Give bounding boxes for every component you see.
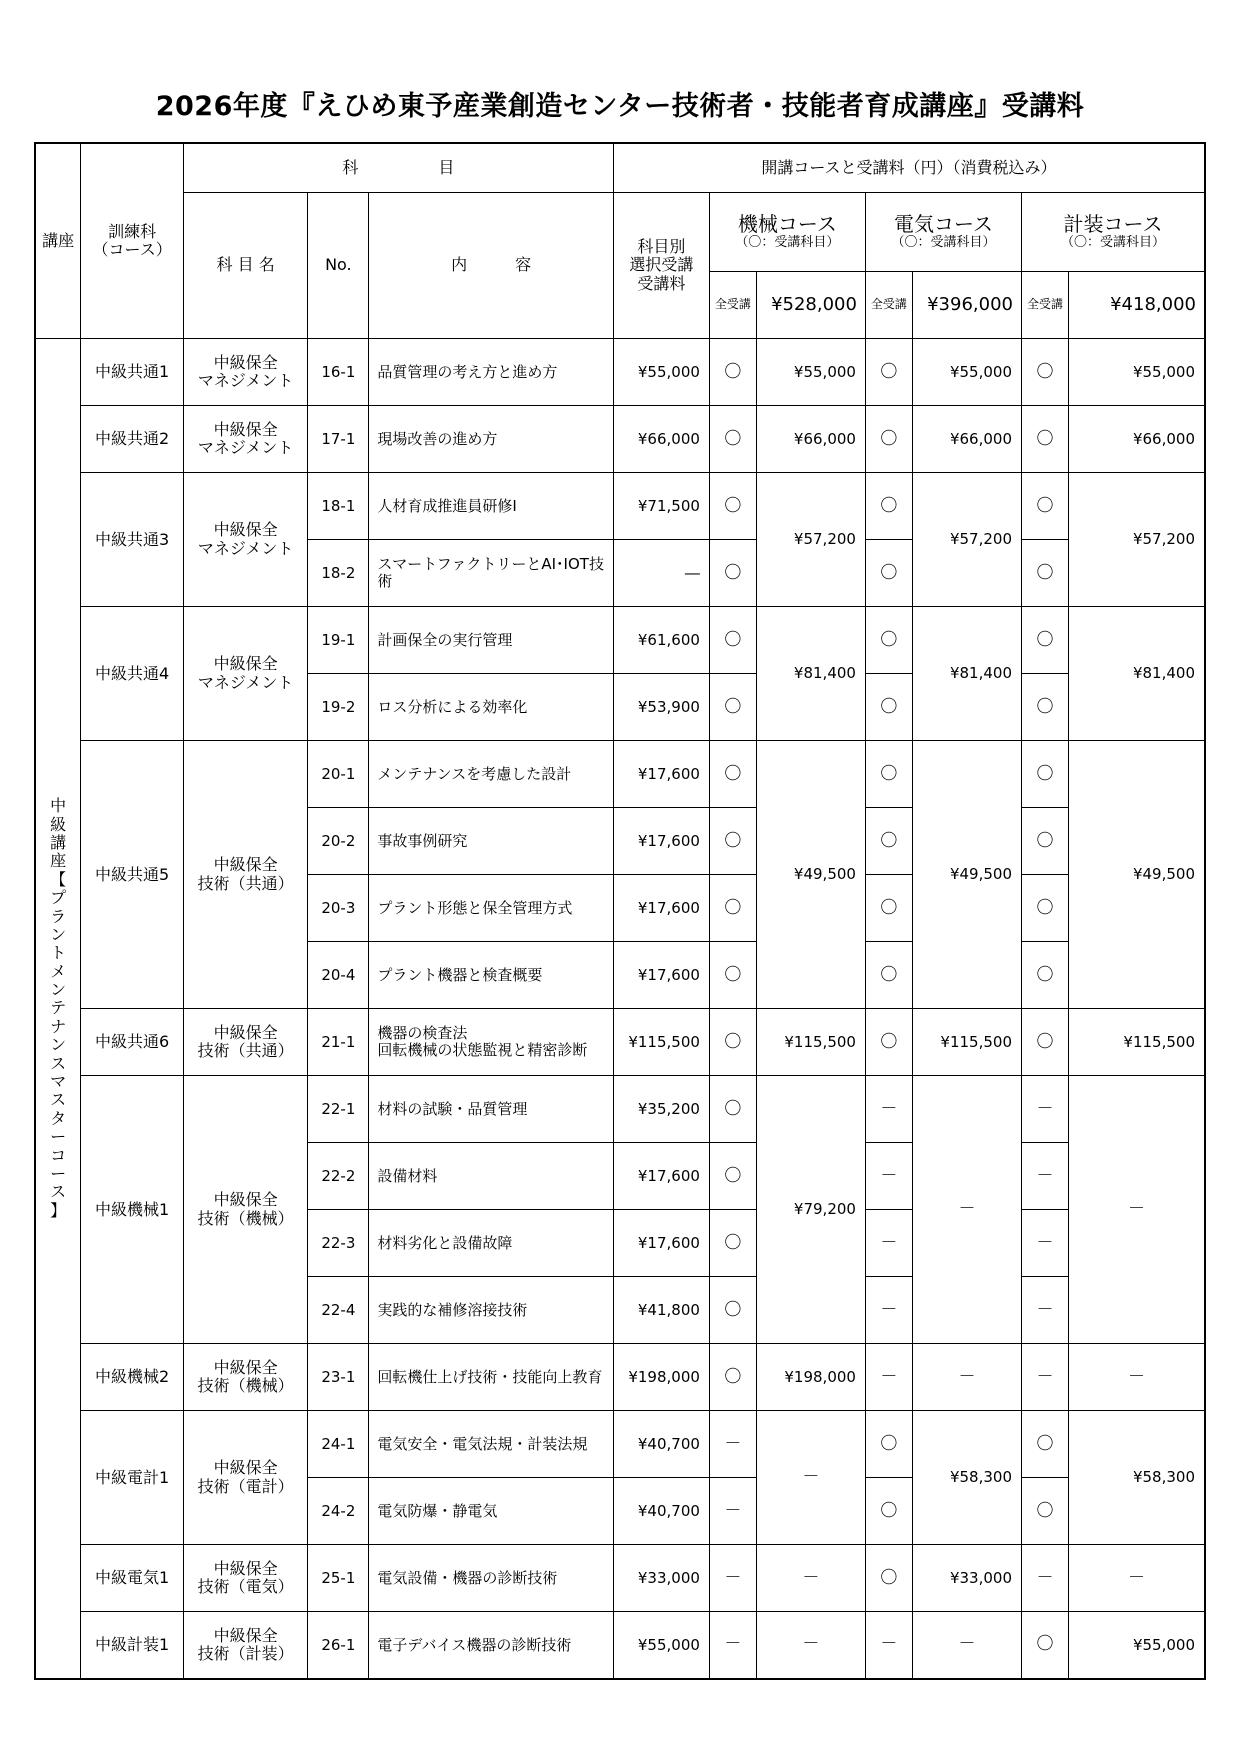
- subject-name-line: マネジメント: [197, 438, 294, 458]
- section-label-char: ス: [50, 1182, 67, 1202]
- mark-kikai: 〇: [709, 1277, 756, 1344]
- mark-kikai: 〇: [709, 607, 756, 674]
- subject-no: 21-1: [308, 1009, 369, 1076]
- course-keisou-note: （〇：受講科目）: [1060, 235, 1165, 251]
- subject-content: 材料の試験・品質管理: [369, 1076, 613, 1143]
- subject-price: ¥17,600: [613, 741, 709, 808]
- subject-content: 電気防爆・静電気: [369, 1478, 613, 1545]
- table-row: [35, 339, 1205, 406]
- fee-table-body: [35, 143, 1205, 1679]
- header-sentaku-2: 選択受講: [629, 255, 694, 275]
- section-label-char: タ: [50, 1108, 67, 1128]
- subject-no: 22-3: [308, 1210, 369, 1277]
- fee-table: [34, 142, 1206, 1680]
- subject-name: [183, 1612, 307, 1679]
- subject-name: [183, 741, 307, 1009]
- section-label-char: 講: [50, 832, 67, 852]
- subject-content: 事故事例研究: [369, 808, 613, 875]
- table-row: [35, 1076, 1205, 1143]
- table-row: [35, 1009, 1205, 1076]
- subject-content: 人材育成推進員研修Ⅰ: [369, 473, 613, 540]
- subject-name: [183, 473, 307, 607]
- header-sentaku-1: 科目別: [637, 237, 686, 257]
- header-kamoku: 科 目: [183, 143, 613, 193]
- fee-kikai: －: [756, 1612, 865, 1679]
- subject-name: [183, 406, 307, 473]
- fee-denki: ¥58,300: [912, 1411, 1021, 1545]
- subject-price: ¥40,700: [613, 1478, 709, 1545]
- fee-denki: ¥57,200: [912, 473, 1021, 607]
- subject-content: 品質管理の考え方と進め方: [369, 339, 613, 406]
- fee-denki: ¥33,000: [912, 1545, 1021, 1612]
- course-kikai-note: （〇：受講科目）: [735, 235, 840, 251]
- mark-kikai: 〇: [709, 1076, 756, 1143]
- mark-kikai: 〇: [709, 1009, 756, 1076]
- section-label-char: ラ: [50, 906, 67, 926]
- mark-denki: 〇: [865, 1545, 912, 1612]
- table-row: [35, 1344, 1205, 1411]
- section-label: [35, 339, 81, 1679]
- header-kamoku-name: 科 目 名: [183, 193, 307, 339]
- mark-keisou: 〇: [1022, 1009, 1069, 1076]
- training-name: 中級共通1: [81, 339, 184, 406]
- all-label-keisou: 全受講: [1022, 272, 1069, 339]
- subject-content: 計画保全の実行管理: [369, 607, 613, 674]
- subject-name: [183, 1076, 307, 1344]
- mark-denki: 〇: [865, 808, 912, 875]
- mark-denki: －: [865, 1143, 912, 1210]
- training-name: 中級共通6: [81, 1009, 184, 1076]
- subject-name-line: 中級保全: [213, 855, 278, 875]
- mark-denki: 〇: [865, 1009, 912, 1076]
- section-label-char: ン: [50, 924, 67, 944]
- subject-no: 24-1: [308, 1411, 369, 1478]
- table-row: [35, 741, 1205, 808]
- header-kunren-label: 訓練科: [108, 221, 157, 241]
- section-label-char: ナ: [50, 1016, 67, 1036]
- mark-keisou: 〇: [1022, 339, 1069, 406]
- header-row-1: [35, 143, 1205, 193]
- fee-keisou: －: [1068, 1344, 1205, 1411]
- header-naiyou: 内 容: [369, 193, 613, 339]
- section-label-char: 座: [50, 851, 67, 871]
- training-name: 中級共通2: [81, 406, 184, 473]
- course-keisou-name: 計装コース: [1063, 212, 1163, 237]
- fee-denki: ¥81,400: [912, 607, 1021, 741]
- mark-denki: 〇: [865, 875, 912, 942]
- subject-price: ¥17,600: [613, 942, 709, 1009]
- subject-name-line: 中級保全: [213, 352, 278, 372]
- section-label-char: ー: [50, 1164, 67, 1183]
- mark-keisou: 〇: [1022, 875, 1069, 942]
- mark-keisou: 〇: [1022, 942, 1069, 1009]
- subject-price: ¥17,600: [613, 875, 709, 942]
- fee-keisou: ¥58,300: [1068, 1411, 1205, 1545]
- section-label-char: 級: [50, 814, 67, 834]
- fee-kikai: ¥115,500: [756, 1009, 865, 1076]
- subject-price: ¥198,000: [613, 1344, 709, 1411]
- subject-content: 現場改善の進め方: [369, 406, 613, 473]
- mark-denki: －: [865, 1210, 912, 1277]
- subject-no: 26-1: [308, 1612, 369, 1679]
- fee-kikai: ¥198,000: [756, 1344, 865, 1411]
- table-row: [35, 607, 1205, 674]
- mark-denki: 〇: [865, 607, 912, 674]
- mark-keisou: 〇: [1022, 473, 1069, 540]
- mark-kikai: －: [709, 1478, 756, 1545]
- training-name: 中級共通5: [81, 741, 184, 1009]
- training-name: 中級共通4: [81, 607, 184, 741]
- mark-kikai: 〇: [709, 1143, 756, 1210]
- header-kaikou: 開講コースと受講料（円）（消費税込み）: [613, 143, 1205, 193]
- all-label-denki: 全受講: [865, 272, 912, 339]
- fee-keisou: ¥115,500: [1068, 1009, 1205, 1076]
- fee-kikai: ¥49,500: [756, 741, 865, 1009]
- subject-no: 23-1: [308, 1344, 369, 1411]
- fee-kikai: ¥66,000: [756, 406, 865, 473]
- mark-kikai: 〇: [709, 1344, 756, 1411]
- mark-keisou: 〇: [1022, 1478, 1069, 1545]
- fee-keisou: ¥55,000: [1068, 1612, 1205, 1679]
- subject-content: 回転機仕上げ技術・技能向上教育: [369, 1344, 613, 1411]
- total-kikai: ¥528,000: [756, 272, 865, 339]
- mark-denki: 〇: [865, 339, 912, 406]
- subject-no: 20-3: [308, 875, 369, 942]
- section-label-char: テ: [50, 998, 67, 1018]
- fee-kikai: ¥79,200: [756, 1076, 865, 1344]
- mark-keisou: 〇: [1022, 406, 1069, 473]
- mark-keisou: －: [1022, 1210, 1069, 1277]
- subject-content-line: 回転機械の状態監視と精密診断: [377, 1041, 588, 1060]
- section-label-char: マ: [50, 1072, 67, 1092]
- mark-keisou: －: [1022, 1143, 1069, 1210]
- subject-price: ¥33,000: [613, 1545, 709, 1612]
- header-course-denki: [865, 193, 1021, 272]
- header-no: No.: [308, 193, 369, 339]
- subject-content: 電子デバイス機器の診断技術: [369, 1612, 613, 1679]
- table-row: [35, 406, 1205, 473]
- section-label-char: プ: [50, 888, 67, 908]
- mark-denki: －: [865, 1612, 912, 1679]
- subject-name-line: 中級保全: [213, 654, 278, 674]
- fee-denki: －: [912, 1612, 1021, 1679]
- page-title: 2026年度『えひめ東予産業創造センター技術者・技能者育成講座』受講料: [155, 91, 1085, 122]
- subject-content: メンテナンスを考慮した設計: [369, 741, 613, 808]
- mark-kikai: 〇: [709, 808, 756, 875]
- mark-denki: －: [865, 1277, 912, 1344]
- course-denki-name: 電気コース: [893, 212, 993, 237]
- fee-kikai: －: [756, 1411, 865, 1545]
- subject-price: ¥115,500: [613, 1009, 709, 1076]
- subject-no: 22-4: [308, 1277, 369, 1344]
- subject-content: ロス分析による効率化: [369, 674, 613, 741]
- subject-price: ¥17,600: [613, 1143, 709, 1210]
- mark-keisou: 〇: [1022, 607, 1069, 674]
- mark-keisou: －: [1022, 1344, 1069, 1411]
- section-label-char: ス: [50, 1090, 67, 1110]
- mark-kikai: 〇: [709, 540, 756, 607]
- course-kikai-name: 機械コース: [737, 212, 837, 237]
- training-name: 中級計装1: [81, 1612, 184, 1679]
- fee-kikai: ¥81,400: [756, 607, 865, 741]
- subject-price: ¥17,600: [613, 1210, 709, 1277]
- subject-no: 20-1: [308, 741, 369, 808]
- mark-kikai: 〇: [709, 875, 756, 942]
- mark-kikai: 〇: [709, 473, 756, 540]
- subject-content-line: 機器の検査法: [377, 1024, 468, 1043]
- fee-keisou: ¥55,000: [1068, 339, 1205, 406]
- training-name: 中級電計1: [81, 1411, 184, 1545]
- subject-name-line: 技術（機械）: [197, 1376, 294, 1396]
- table-row: [35, 473, 1205, 540]
- fee-denki: ¥49,500: [912, 741, 1021, 1009]
- subject-name: [183, 1411, 307, 1545]
- subject-no: 17-1: [308, 406, 369, 473]
- subject-name: [183, 607, 307, 741]
- subject-no: 22-2: [308, 1143, 369, 1210]
- subject-price: ¥41,800: [613, 1277, 709, 1344]
- subject-name-line: 技術（機械）: [197, 1208, 294, 1228]
- header-row-2: [35, 193, 1205, 272]
- mark-denki: 〇: [865, 406, 912, 473]
- subject-no: 19-1: [308, 607, 369, 674]
- fee-denki: －: [912, 1344, 1021, 1411]
- header-course-kikai: [709, 193, 865, 272]
- subject-no: 16-1: [308, 339, 369, 406]
- mark-kikai: 〇: [709, 741, 756, 808]
- subject-name-line: マネジメント: [197, 672, 294, 692]
- section-label-char: ス: [50, 1053, 67, 1073]
- table-row: [35, 1545, 1205, 1612]
- subject-price: ¥55,000: [613, 339, 709, 406]
- subject-no: 20-2: [308, 808, 369, 875]
- mark-kikai: 〇: [709, 406, 756, 473]
- subject-no: 18-1: [308, 473, 369, 540]
- subject-price: ¥71,500: [613, 473, 709, 540]
- subject-name-line: 技術（計装）: [197, 1644, 294, 1664]
- section-label-char: コ: [50, 1145, 67, 1165]
- training-name: 中級電気1: [81, 1545, 184, 1612]
- section-label-char: メ: [50, 961, 67, 981]
- subject-no: 19-2: [308, 674, 369, 741]
- fee-keisou: －: [1068, 1545, 1205, 1612]
- section-label-char: ン: [50, 980, 67, 1000]
- subject-price: ¥40,700: [613, 1411, 709, 1478]
- subject-name-line: 技術（電計）: [197, 1476, 294, 1496]
- subject-content: 電気設備・機器の診断技術: [369, 1545, 613, 1612]
- subject-name-line: マネジメント: [197, 371, 294, 391]
- subject-name-line: 中級保全: [213, 1458, 278, 1478]
- subject-content: 電気安全・電気法規・計装法規: [369, 1411, 613, 1478]
- mark-denki: 〇: [865, 473, 912, 540]
- subject-no: 22-1: [308, 1076, 369, 1143]
- total-keisou: ¥418,000: [1068, 272, 1205, 339]
- section-label-char: ト: [50, 943, 67, 963]
- mark-denki: 〇: [865, 1411, 912, 1478]
- mark-keisou: 〇: [1022, 674, 1069, 741]
- total-denki: ¥396,000: [912, 272, 1021, 339]
- subject-name-line: 技術（共通）: [197, 1041, 294, 1061]
- fee-denki: ¥66,000: [912, 406, 1021, 473]
- subject-content: 設備材料: [369, 1143, 613, 1210]
- table-row: [35, 1411, 1205, 1478]
- subject-name: [183, 1545, 307, 1612]
- section-label-char: 【: [50, 869, 67, 889]
- mark-kikai: 〇: [709, 674, 756, 741]
- fee-keisou: －: [1068, 1076, 1205, 1344]
- training-name: 中級共通3: [81, 473, 184, 607]
- mark-keisou: －: [1022, 1277, 1069, 1344]
- mark-denki: 〇: [865, 540, 912, 607]
- mark-kikai: 〇: [709, 942, 756, 1009]
- subject-name-line: 中級保全: [213, 1022, 278, 1042]
- fee-keisou: ¥57,200: [1068, 473, 1205, 607]
- fee-kikai: －: [756, 1545, 865, 1612]
- subject-content: 材料劣化と設備故障: [369, 1210, 613, 1277]
- subject-content: プラント形態と保全管理方式: [369, 875, 613, 942]
- subject-price: ¥66,000: [613, 406, 709, 473]
- subject-name: [183, 339, 307, 406]
- mark-keisou: 〇: [1022, 808, 1069, 875]
- header-sentaku-3: 受講料: [637, 273, 686, 293]
- subject-name-line: 中級保全: [213, 1558, 278, 1578]
- subject-price: ¥35,200: [613, 1076, 709, 1143]
- course-denki-note: （〇：受講科目）: [891, 235, 996, 251]
- section-label-char: 】: [50, 1200, 67, 1220]
- subject-name-line: マネジメント: [197, 538, 294, 558]
- mark-kikai: －: [709, 1545, 756, 1612]
- subject-name-line: 中級保全: [213, 520, 278, 540]
- subject-no: 24-2: [308, 1478, 369, 1545]
- fee-denki: ¥115,500: [912, 1009, 1021, 1076]
- subject-content: スマートファクトリーとAI･IOT技術: [369, 540, 613, 607]
- subject-name-line: 技術（電気）: [197, 1577, 294, 1597]
- header-kunren: [81, 143, 184, 339]
- subject-no: 20-4: [308, 942, 369, 1009]
- training-name: 中級機械2: [81, 1344, 184, 1411]
- mark-kikai: 〇: [709, 1210, 756, 1277]
- fee-denki: －: [912, 1076, 1021, 1344]
- fee-kikai: ¥57,200: [756, 473, 865, 607]
- subject-name-line: 中級保全: [213, 419, 278, 439]
- all-label-kikai: 全受講: [709, 272, 756, 339]
- fee-kikai: ¥55,000: [756, 339, 865, 406]
- mark-denki: 〇: [865, 1478, 912, 1545]
- mark-keisou: －: [1022, 1545, 1069, 1612]
- mark-kikai: 〇: [709, 339, 756, 406]
- section-label-char: ー: [50, 1127, 67, 1147]
- subject-price: ¥17,600: [613, 808, 709, 875]
- header-kunren-sub: （コース）: [92, 240, 172, 260]
- fee-denki: ¥55,000: [912, 339, 1021, 406]
- mark-denki: －: [865, 1344, 912, 1411]
- mark-kikai: －: [709, 1612, 756, 1679]
- training-name: 中級機械1: [81, 1076, 184, 1344]
- subject-price: ¥53,900: [613, 674, 709, 741]
- header-course-keisou: [1022, 193, 1206, 272]
- subject-name-line: 中級保全: [213, 1190, 278, 1210]
- mark-denki: 〇: [865, 674, 912, 741]
- mark-denki: 〇: [865, 741, 912, 808]
- subject-name-line: 技術（共通）: [197, 873, 294, 893]
- subject-no: 25-1: [308, 1545, 369, 1612]
- subject-content: [369, 1009, 613, 1076]
- subject-price: ¥61,600: [613, 607, 709, 674]
- header-kouza: 講座: [35, 143, 81, 339]
- mark-keisou: 〇: [1022, 1612, 1069, 1679]
- subject-price: ¥55,000: [613, 1612, 709, 1679]
- subject-content: プラント機器と検査概要: [369, 942, 613, 1009]
- table-row: [35, 1612, 1205, 1679]
- mark-denki: －: [865, 1076, 912, 1143]
- section-label-char: ン: [50, 1035, 67, 1055]
- subject-name: [183, 1344, 307, 1411]
- subject-name-line: 中級保全: [213, 1357, 278, 1377]
- mark-keisou: 〇: [1022, 1411, 1069, 1478]
- section-label-char: 中: [50, 796, 67, 816]
- subject-no: 18-2: [308, 540, 369, 607]
- mark-keisou: －: [1022, 1076, 1069, 1143]
- subject-content: 実践的な補修溶接技術: [369, 1277, 613, 1344]
- mark-denki: 〇: [865, 942, 912, 1009]
- mark-kikai: －: [709, 1411, 756, 1478]
- subject-name: [183, 1009, 307, 1076]
- fee-keisou: ¥81,400: [1068, 607, 1205, 741]
- fee-keisou: ¥49,500: [1068, 741, 1205, 1009]
- mark-keisou: 〇: [1022, 741, 1069, 808]
- subject-price: ―: [613, 540, 709, 607]
- fee-keisou: ¥66,000: [1068, 406, 1205, 473]
- mark-keisou: 〇: [1022, 540, 1069, 607]
- header-sentaku: [613, 193, 709, 339]
- subject-name-line: 中級保全: [213, 1625, 278, 1645]
